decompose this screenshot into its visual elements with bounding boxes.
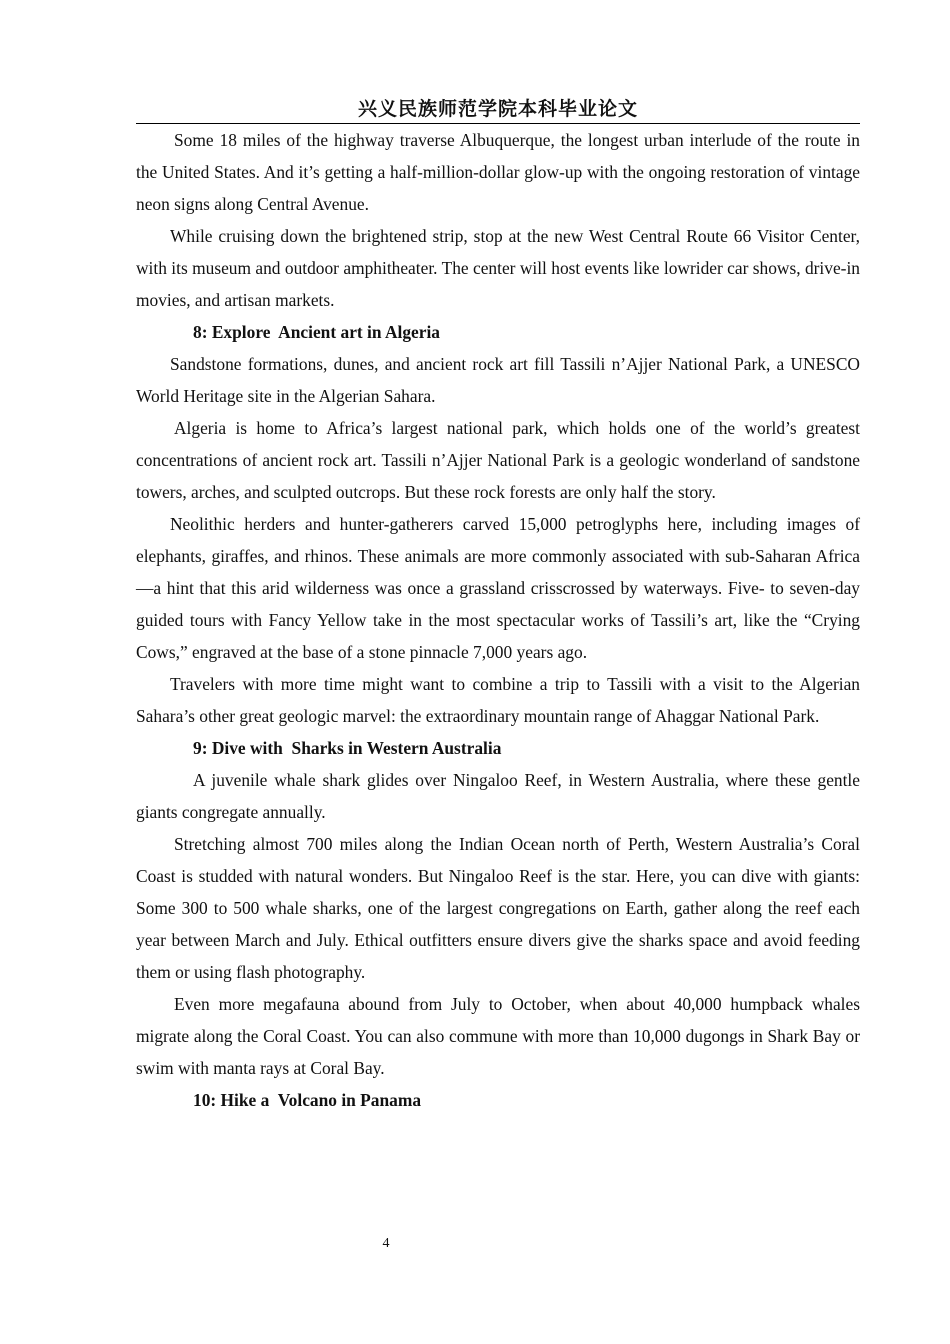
document-body bbox=[136, 124, 860, 1116]
page-header: 兴义民族师范学院本科毕业论文 bbox=[136, 94, 860, 124]
paragraph: Sandstone formations, dunes, and ancient rock art fill Tassili n’Ajjer National Park, a UNESCO World Heritage site in the Algerian Sahara. bbox=[136, 354, 860, 406]
paragraph: Even more megafauna abound from July to October, when about 40,000 humpback whales migrate along the Coral Coast. You can also commune with more than 10,000 dugongs in Shark Bay or swim with manta rays at Coral Bay. bbox=[136, 994, 860, 1078]
paragraph: Some 18 miles of the highway traverse Albuquerque, the longest urban interlude of the route in the United States. And it’s getting a half-million-dollar glow-up with the ongoing restoration of vintage neon signs along Central Avenue. bbox=[136, 130, 860, 214]
paragraph: While cruising down the brightened strip, stop at the new West Central Route 66 Visitor Center, with its museum and outdoor amphitheater. The center will host events like lowrider car shows, drive-in movies, and artisan markets. bbox=[136, 226, 860, 310]
paragraph: Algeria is home to Africa’s largest national park, which holds one of the world’s greatest concentrations of ancient rock art. Tassili n’Ajjer National Park is a geologic wonderland of sandstone towers, arches, and sculpted outcrops. But these rock forests are only half the story. bbox=[136, 418, 860, 502]
paragraph: Travelers with more time might want to combine a trip to Tassili with a visit to the Algerian Sahara’s other great geologic marvel: the extraordinary mountain range of Ahaggar National Park. bbox=[136, 674, 860, 726]
page-number: 4 bbox=[382, 1236, 390, 1251]
section-heading: 8: Explore Ancient art in Algeria bbox=[193, 322, 440, 342]
section-heading: 10: Hike a Volcano in Panama bbox=[193, 1090, 422, 1110]
section-heading: 9: Dive with Sharks in Western Australia bbox=[193, 738, 502, 758]
paragraph: Stretching almost 700 miles along the Indian Ocean north of Perth, Western Australia’s Coral Coast is studded with natural wonders. But Ningaloo Reef is the star. Here, you can dive with giants: Some 300 to 500 whale sharks, one of the largest congregations on Earth, gather along the reef each year between March and July. Ethical outfitters ensure divers give the sharks space and avoid feeding them or using flash photography. bbox=[136, 834, 860, 982]
paragraph: Neolithic herders and hunter-gatherers carved 15,000 petroglyphs here, including images of elephants, giraffes, and rhinos. These animals are more commonly associated with sub-Saharan Africa—a hint that this arid wilderness was once a grassland crisscrossed by waterways. Five- to seven-day guided tours with Fancy Yellow take in the most spectacular works of Tassili’s art, like the “Crying Cows,” engraved at the base of a stone pinnacle 7,000 years ago. bbox=[136, 514, 860, 662]
paragraph: A juvenile whale shark glides over Ningaloo Reef, in Western Australia, where these gentle giants congregate annually. bbox=[136, 770, 860, 822]
